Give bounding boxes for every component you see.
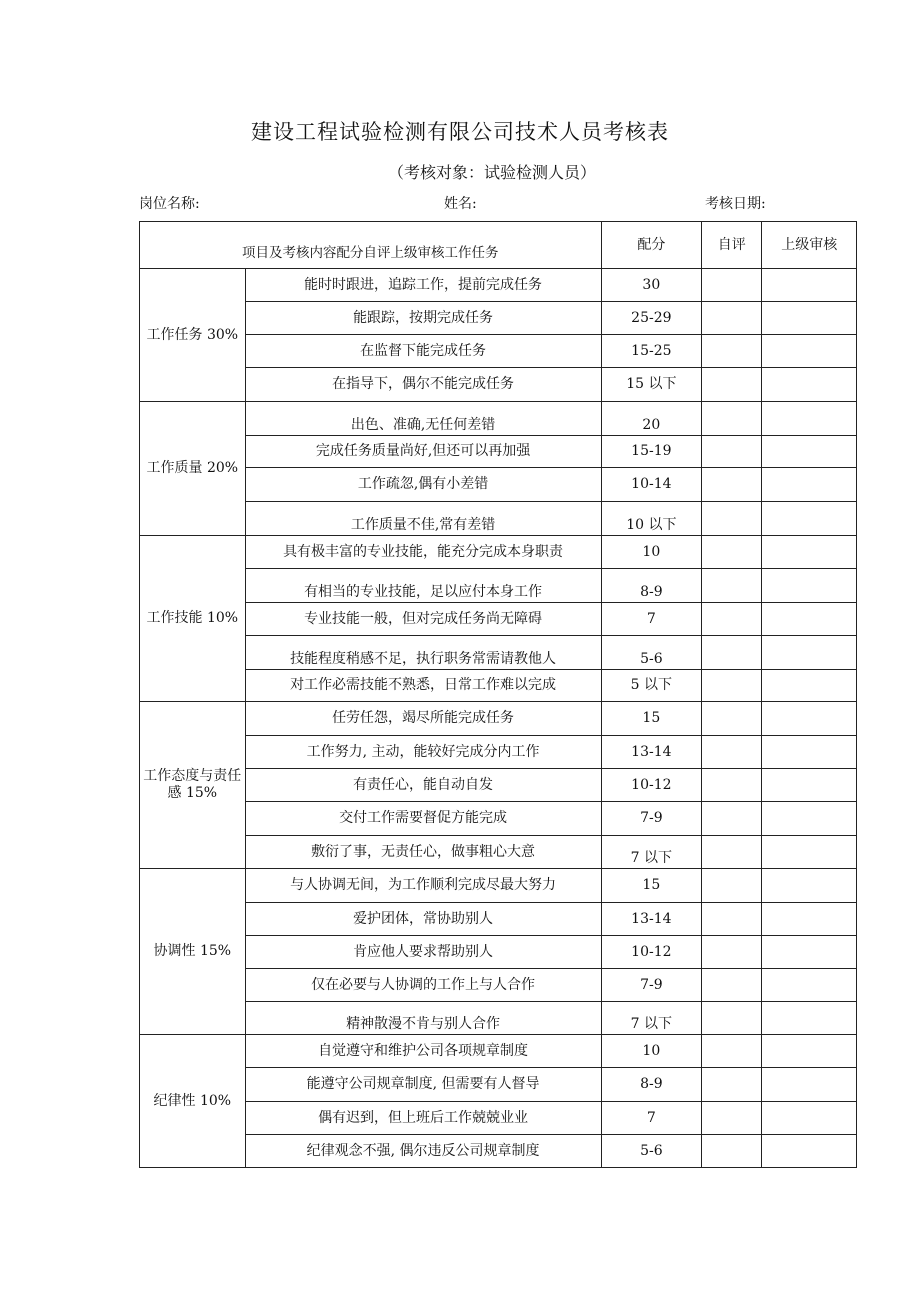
category-work-skill: 工作技能 10% xyxy=(140,536,246,702)
table-row xyxy=(140,769,857,802)
criterion: 仅在必要与人协调的工作上与人合作 xyxy=(245,969,601,1002)
self-eval-cell[interactable] xyxy=(702,536,762,569)
self-eval-cell[interactable] xyxy=(702,736,762,769)
criterion: 敷衍了事，无责任心，做事粗心大意 xyxy=(245,836,601,869)
self-eval-cell[interactable] xyxy=(702,936,762,969)
superior-review-cell[interactable] xyxy=(762,402,857,436)
criterion: 在指导下，偶尔不能完成任务 xyxy=(245,368,601,402)
superior-review-cell[interactable] xyxy=(762,1035,857,1068)
criterion: 出色、准确,无任何差错 xyxy=(245,402,601,436)
table-row xyxy=(140,1102,857,1135)
criterion: 与人协调无间，为工作顺利完成尽最大努力 xyxy=(245,869,601,903)
superior-review-cell[interactable] xyxy=(762,1002,857,1035)
score: 15-19 xyxy=(601,436,702,468)
self-eval-cell[interactable] xyxy=(702,335,762,368)
score: 8-9 xyxy=(601,569,702,603)
score: 7-9 xyxy=(601,969,702,1002)
self-eval-cell[interactable] xyxy=(702,802,762,836)
table-row xyxy=(140,670,857,702)
self-eval-cell[interactable] xyxy=(702,636,762,670)
self-eval-cell[interactable] xyxy=(702,436,762,468)
page-title: 建设工程试验检测有限公司技术人员考核表 xyxy=(251,120,669,144)
score: 10-14 xyxy=(601,468,702,502)
superior-review-cell[interactable] xyxy=(762,335,857,368)
score: 10 以下 xyxy=(601,502,702,536)
score: 10 xyxy=(601,1035,702,1068)
table-row xyxy=(140,468,857,502)
superior-review-cell[interactable] xyxy=(762,603,857,636)
table-row xyxy=(140,569,857,603)
self-eval-cell[interactable] xyxy=(702,603,762,636)
criterion: 工作疏忽,偶有小差错 xyxy=(245,468,601,502)
criterion: 工作努力, 主动，能较好完成分内工作 xyxy=(245,736,601,769)
score: 13-14 xyxy=(601,736,702,769)
table-row xyxy=(140,936,857,969)
table-header-row xyxy=(140,222,857,269)
superior-review-cell[interactable] xyxy=(762,536,857,569)
header-self-eval: 自评 xyxy=(702,222,762,269)
superior-review-cell[interactable] xyxy=(762,468,857,502)
header-score: 配分 xyxy=(601,222,702,269)
table-row xyxy=(140,1035,857,1068)
criterion: 有责任心，能自动自发 xyxy=(245,769,601,802)
category-work-quality: 工作质量 20% xyxy=(140,402,246,536)
table-row xyxy=(140,1135,857,1168)
criterion: 在监督下能完成任务 xyxy=(245,335,601,368)
criterion: 能遵守公司规章制度, 但需要有人督导 xyxy=(245,1068,601,1102)
table-row xyxy=(140,736,857,769)
superior-review-cell[interactable] xyxy=(762,769,857,802)
self-eval-cell[interactable] xyxy=(702,1068,762,1102)
superior-review-cell[interactable] xyxy=(762,670,857,702)
score: 15 以下 xyxy=(601,368,702,402)
category-coordination: 协调性 15% xyxy=(140,869,246,1035)
score: 10 xyxy=(601,536,702,569)
self-eval-cell[interactable] xyxy=(702,869,762,903)
superior-review-cell[interactable] xyxy=(762,269,857,302)
criterion: 技能程度稍感不足，执行职务常需请教他人 xyxy=(245,636,601,670)
table-row xyxy=(140,903,857,936)
table-row xyxy=(140,335,857,368)
table-row xyxy=(140,402,857,436)
superior-review-cell[interactable] xyxy=(762,302,857,335)
superior-review-cell[interactable] xyxy=(762,903,857,936)
superior-review-cell[interactable] xyxy=(762,969,857,1002)
category-work-task: 工作任务 30% xyxy=(140,269,246,402)
criterion: 能跟踪，按期完成任务 xyxy=(245,302,601,335)
self-eval-cell[interactable] xyxy=(702,302,762,335)
table-row xyxy=(140,702,857,736)
table-row xyxy=(140,302,857,335)
self-eval-cell[interactable] xyxy=(702,702,762,736)
score: 7 以下 xyxy=(601,836,702,869)
criterion: 有相当的专业技能，足以应付本身工作 xyxy=(245,569,601,603)
score: 10-12 xyxy=(601,769,702,802)
superior-review-cell[interactable] xyxy=(762,936,857,969)
score: 5 以下 xyxy=(601,670,702,702)
table-row xyxy=(140,802,857,836)
table-row xyxy=(140,1002,857,1035)
self-eval-cell[interactable] xyxy=(702,569,762,603)
table-row xyxy=(140,836,857,869)
superior-review-cell[interactable] xyxy=(762,869,857,903)
header-main: 项目及考核内容配分自评上级审核工作任务 xyxy=(140,222,602,269)
criterion: 任劳任怨，竭尽所能完成任务 xyxy=(245,702,601,736)
criterion: 肯应他人要求帮助别人 xyxy=(245,936,601,969)
criterion: 自觉遵守和维护公司各项规章制度 xyxy=(245,1035,601,1068)
table-row xyxy=(140,1068,857,1102)
criterion: 工作质量不佳,常有差错 xyxy=(245,502,601,536)
superior-review-cell[interactable] xyxy=(762,836,857,869)
score: 8-9 xyxy=(601,1068,702,1102)
criterion: 具有极丰富的专业技能，能充分完成本身职责 xyxy=(245,536,601,569)
self-eval-cell[interactable] xyxy=(702,836,762,869)
header-superior-review: 上级审核 xyxy=(762,222,857,269)
self-eval-cell[interactable] xyxy=(702,269,762,302)
score: 7 xyxy=(601,603,702,636)
superior-review-cell[interactable] xyxy=(762,736,857,769)
score: 15-25 xyxy=(601,335,702,368)
score: 13-14 xyxy=(601,903,702,936)
score: 20 xyxy=(601,402,702,436)
superior-review-cell[interactable] xyxy=(762,569,857,603)
table-row xyxy=(140,269,857,302)
self-eval-cell[interactable] xyxy=(702,1002,762,1035)
criterion: 精神散漫不肯与别人合作 xyxy=(245,1002,601,1035)
criterion: 纪律观念不强, 偶尔违反公司规章制度 xyxy=(245,1135,601,1168)
criterion: 交付工作需要督促方能完成 xyxy=(245,802,601,836)
criterion: 能时时跟进，追踪工作，提前完成任务 xyxy=(245,269,601,302)
assessment-table xyxy=(139,221,857,1168)
superior-review-cell[interactable] xyxy=(762,436,857,468)
superior-review-cell[interactable] xyxy=(762,802,857,836)
score: 15 xyxy=(601,702,702,736)
score: 25-29 xyxy=(601,302,702,335)
self-eval-cell[interactable] xyxy=(702,670,762,702)
score: 15 xyxy=(601,869,702,903)
score: 5-6 xyxy=(601,636,702,670)
score: 7 以下 xyxy=(601,1002,702,1035)
self-eval-cell[interactable] xyxy=(702,769,762,802)
self-eval-cell[interactable] xyxy=(702,1135,762,1168)
table-row xyxy=(140,436,857,468)
self-eval-cell[interactable] xyxy=(702,368,762,402)
score: 7 xyxy=(601,1102,702,1135)
superior-review-cell[interactable] xyxy=(762,1068,857,1102)
superior-review-cell[interactable] xyxy=(762,636,857,670)
criterion: 专业技能一般，但对完成任务尚无障碍 xyxy=(245,603,601,636)
employee-name-label: 姓名: xyxy=(444,196,477,212)
score: 5-6 xyxy=(601,1135,702,1168)
superior-review-cell[interactable] xyxy=(762,1135,857,1168)
position-name-label: 岗位名称: xyxy=(139,196,200,212)
superior-review-cell[interactable] xyxy=(762,702,857,736)
table-row xyxy=(140,502,857,536)
superior-review-cell[interactable] xyxy=(762,502,857,536)
table-row xyxy=(140,603,857,636)
self-eval-cell[interactable] xyxy=(702,502,762,536)
table-row xyxy=(140,969,857,1002)
superior-review-cell[interactable] xyxy=(762,1102,857,1135)
score: 10-12 xyxy=(601,936,702,969)
criterion: 偶有迟到，但上班后工作兢兢业业 xyxy=(245,1102,601,1135)
score: 7-9 xyxy=(601,802,702,836)
criterion: 完成任务质量尚好,但还可以再加强 xyxy=(245,436,601,468)
category-discipline: 纪律性 10% xyxy=(140,1035,246,1168)
superior-review-cell[interactable] xyxy=(762,368,857,402)
self-eval-cell[interactable] xyxy=(702,903,762,936)
score: 30 xyxy=(601,269,702,302)
self-eval-cell[interactable] xyxy=(702,1102,762,1135)
self-eval-cell[interactable] xyxy=(702,468,762,502)
table-row xyxy=(140,536,857,569)
table-row xyxy=(140,636,857,670)
page-subtitle: （考核对象：试验检测人员） xyxy=(387,163,596,182)
self-eval-cell[interactable] xyxy=(702,969,762,1002)
self-eval-cell[interactable] xyxy=(702,402,762,436)
table-row xyxy=(140,368,857,402)
category-work-attitude: 工作态度与责任感 15% xyxy=(140,702,246,869)
self-eval-cell[interactable] xyxy=(702,1035,762,1068)
assessment-date-label: 考核日期: xyxy=(705,196,766,212)
table-row xyxy=(140,869,857,903)
criterion: 爱护团体，常协助别人 xyxy=(245,903,601,936)
criterion: 对工作必需技能不熟悉，日常工作难以完成 xyxy=(245,670,601,702)
